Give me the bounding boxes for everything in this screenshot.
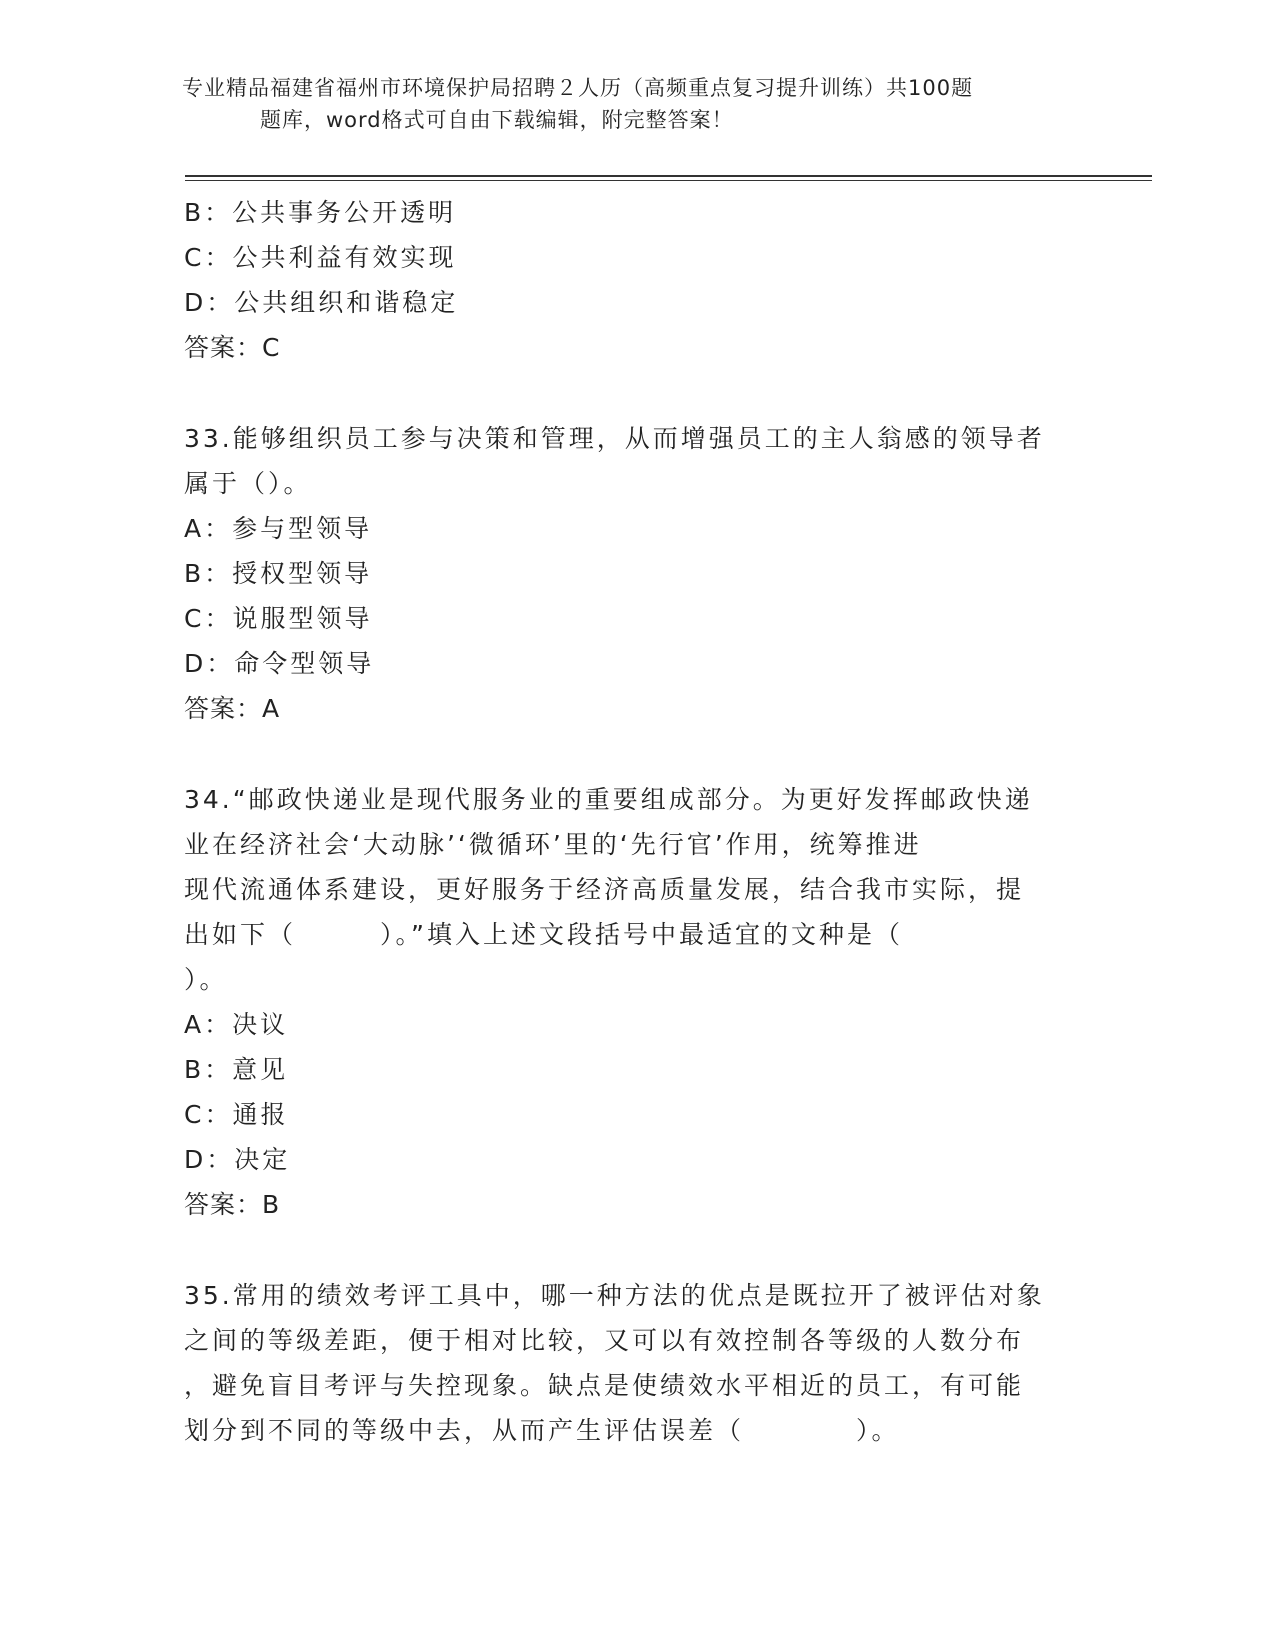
question-34 [184,777,1084,1227]
answer-line: 答案：A [184,694,281,723]
question-stem-line: 之间的等级差距，便于相对比较，又可以有效控制各等级的人数分布 [184,1326,1025,1355]
spacer [184,1227,1084,1273]
option-c: C：说服型领导 [184,604,373,633]
header-rule-thin [185,180,1152,181]
option-b: B：公共事务公开透明 [184,198,457,227]
option-b: B：授权型领导 [184,559,373,588]
question-stem-line: 业在经济社会‘大动脉’‘微循环’里的‘先行官’作用，统筹推进 [184,830,922,859]
question-35 [184,1273,1084,1453]
question-stem-line: 34.“邮政快递业是现代服务业的重要组成部分。为更好发挥邮政快递 [184,785,1033,814]
question-stem-line: ）。 [184,965,228,994]
option-c: C：通报 [184,1100,289,1129]
question-stem-line: 现代流通体系建设，更好服务于经济高质量发展，结合我市实际，提 [184,875,1025,904]
header-title-line1: 专业精品福建省福州市环境保护局招聘２人历（高频重点复习提升训练）共100题 [182,76,974,100]
header-title-line2: 题库，word格式可自由下载编辑，附完整答案！ [260,108,734,132]
option-d: D：命令型领导 [184,649,375,678]
question-stem-line: 划分到不同的等级中去，从而产生评估误差（ ）。 [184,1416,900,1445]
answer-line: 答案：B [184,1190,281,1219]
option-b: B：意见 [184,1055,289,1084]
question-32-tail [184,190,1084,370]
question-stem-line: ，避免盲目考评与失控现象。缺点是使绩效水平相近的员工，有可能 [184,1371,1025,1400]
option-d: D：公共组织和谐稳定 [184,288,459,317]
question-stem-line: 35.常用的绩效考评工具中，哪一种方法的优点是既拉开了被评估对象 [184,1281,1045,1310]
answer-line: 答案：C [184,333,281,362]
option-c: C：公共利益有效实现 [184,243,457,272]
spacer [184,731,1084,777]
question-stem-line: 33.能够组织员工参与决策和管理，从而增强员工的主人翁感的领导者 [184,424,1045,453]
question-stem-line: 属于（）。 [184,469,312,498]
question-stem-line: 出如下（ ）。”填入上述文段括号中最适宜的文种是（ [184,920,903,949]
option-a: A：决议 [184,1010,289,1039]
document-header [182,72,1082,136]
spacer [184,370,1084,416]
question-33 [184,416,1084,731]
option-d: D：决定 [184,1145,291,1174]
option-a: A：参与型领导 [184,514,373,543]
document-body [184,190,1084,1453]
header-rule-thick [185,175,1152,177]
